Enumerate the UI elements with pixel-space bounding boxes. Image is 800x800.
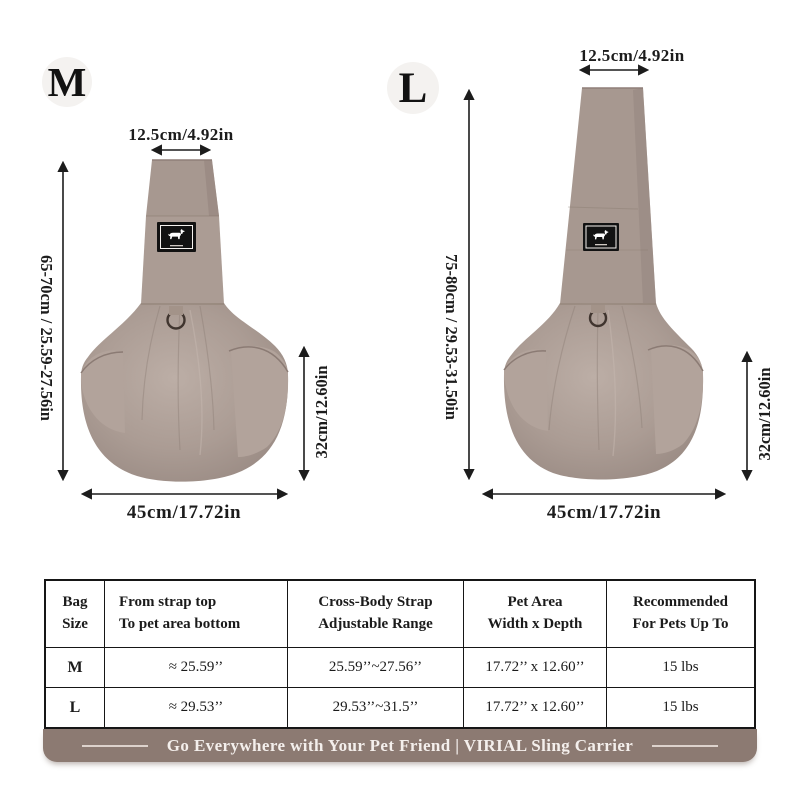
l-pet-width-label: 45cm/17.72in (546, 502, 662, 523)
header-recommended-weight: Recommended For Pets Up To (606, 581, 754, 647)
row-l-adjustable-range: 29.53’’~31.5’’ (287, 687, 463, 727)
bag-m-brand-tag (157, 222, 196, 252)
row-m-max-weight: 15 lbs (606, 647, 754, 687)
bag-m-illustration (81, 160, 288, 482)
row-m-size: M (46, 647, 104, 687)
l-pet-depth-label: 32cm/12.60in (755, 367, 774, 461)
row-l-size: L (46, 687, 104, 727)
row-m-strap-to-bottom: ≈ 25.59’’ (104, 647, 287, 687)
m-pet-depth-label: 32cm/12.60in (312, 365, 331, 459)
header-crossbody-range: Cross-Body Strap Adjustable Range (287, 581, 463, 647)
bag-m-right-pocket (230, 346, 288, 457)
row-l-max-weight: 15 lbs (606, 687, 754, 727)
m-top-width-label: 12.5cm/4.92in (128, 125, 234, 144)
footer-banner (43, 729, 757, 762)
l-strap-height-label: 75-80cm / 29.53-31.50in (442, 254, 461, 420)
bag-l-illustration (504, 88, 703, 480)
header-strap-top-to-bottom: From strap top To pet area bottom (104, 581, 287, 647)
left-decorative-line (82, 745, 148, 747)
right-decorative-line (652, 745, 718, 747)
m-strap-height-label: 65-70cm / 25.59-27.56in (37, 255, 56, 421)
l-top-width-label: 12.5cm/4.92in (579, 46, 685, 65)
row-l-pet-area: 17.72’’ x 12.60’’ (463, 687, 606, 727)
bag-l-right-pocket (650, 345, 703, 454)
header-pet-area: Pet Area Width x Depth (463, 581, 606, 647)
size-l-badge: L (387, 62, 439, 114)
m-pet-width-label: 45cm/17.72in (126, 502, 242, 523)
bag-l-brand-tag (583, 223, 619, 251)
row-m-adjustable-range: 25.59’’~27.56’’ (287, 647, 463, 687)
row-l-strap-to-bottom: ≈ 29.53’’ (104, 687, 287, 727)
size-comparison-table (44, 579, 756, 729)
size-m-badge: M (42, 57, 92, 107)
footer-tagline: Go Everywhere with Your Pet Friend | VIRIAL Sling Carrier (166, 735, 634, 755)
header-bag-size: Bag Size (62, 594, 88, 632)
row-m-pet-area: 17.72’’ x 12.60’’ (463, 647, 606, 687)
